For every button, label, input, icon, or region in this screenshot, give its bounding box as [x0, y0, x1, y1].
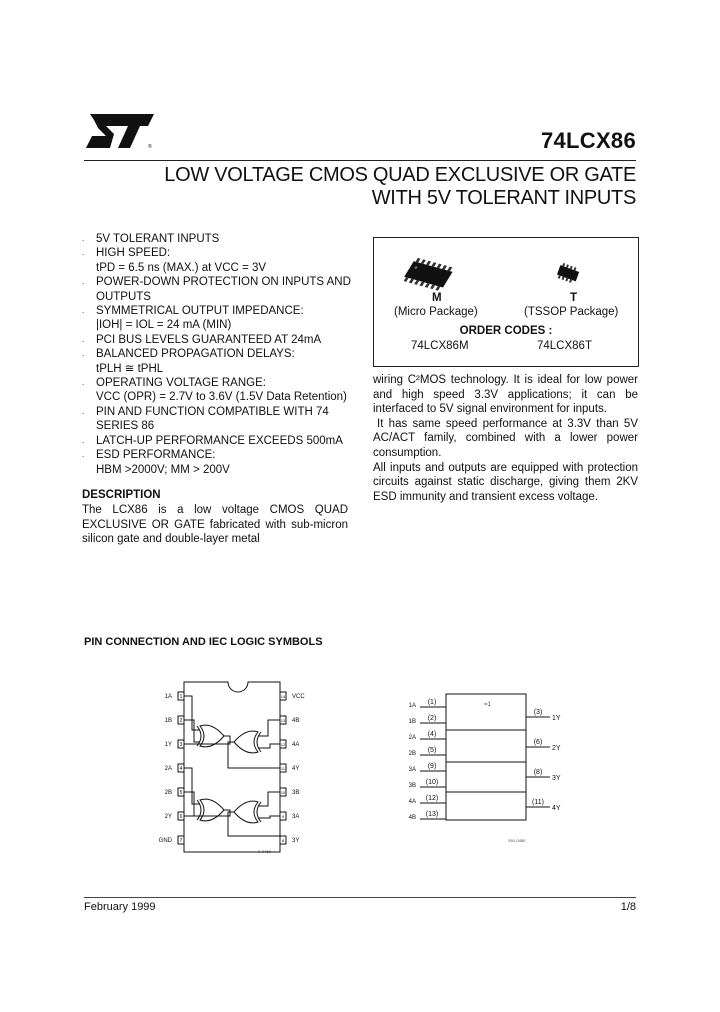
iec-gate-label: =1	[484, 702, 491, 708]
iec-output-number: (6)	[533, 739, 543, 746]
bullet-icon: .	[82, 248, 85, 258]
iec-input-number: (9)	[427, 763, 437, 770]
pin-connection-heading: PIN CONNECTION AND IEC LOGIC SYMBOLS	[84, 636, 323, 648]
feature-text: SYMMETRICAL OUTPUT IMPEDANCE:	[96, 305, 304, 318]
pin-label: 3Y	[292, 838, 300, 844]
feature-text: BALANCED PROPAGATION DELAYS:	[96, 348, 295, 361]
pin-number: 11	[280, 766, 286, 771]
feature-subtext: VCC (OPR) = 2.7V to 3.6V (1.5V Data Retention)	[96, 391, 347, 404]
pin-number: 2	[179, 718, 183, 724]
iec-input-number: (5)	[427, 747, 437, 754]
bullet-icon: .	[82, 450, 85, 460]
pin-number: 13	[280, 718, 286, 723]
pin-number: 5	[179, 790, 183, 796]
package-box	[373, 237, 639, 367]
pin-label: 3B	[292, 790, 300, 796]
iec-input-label: 2B	[408, 751, 416, 757]
feature-text: ESD PERFORMANCE:	[96, 449, 216, 462]
order-code-tssop: 74LCX86T	[537, 340, 592, 352]
footer-rule	[84, 897, 636, 898]
pin-number: 7	[179, 838, 183, 844]
pin-label: 1Y	[164, 742, 172, 748]
svg-text:®: ®	[148, 144, 152, 150]
pin-label: 2A	[164, 766, 172, 772]
svg-text:S91-0450: S91-0450	[508, 838, 526, 843]
description-heading: DESCRIPTION	[82, 489, 161, 501]
iec-output-number: (11)	[532, 799, 544, 806]
iec-input-label: 1B	[408, 719, 416, 725]
feature-item	[82, 246, 362, 275]
feature-text: OPERATING VOLTAGE RANGE:	[96, 377, 266, 390]
feature-text: LATCH-UP PERFORMANCE EXCEEDS 500mA	[96, 434, 343, 447]
pin-label: 2Y	[164, 814, 172, 820]
iec-output-label: 1Y	[552, 715, 561, 722]
feature-item	[82, 376, 362, 405]
part-number: 74LCX86	[540, 128, 636, 153]
bullet-icon: .	[82, 234, 85, 243]
feature-item	[82, 232, 362, 246]
pin-number: 10	[280, 790, 286, 795]
pin-label: 1B	[164, 718, 172, 724]
feature-item	[82, 304, 362, 333]
feature-item	[82, 333, 362, 347]
iec-logic-symbol	[400, 690, 600, 850]
bullet-icon: .	[82, 277, 85, 287]
feature-text: POWER-DOWN PROTECTION ON INPUTS AND OUTPUTS	[96, 276, 351, 303]
micro-package-name: (Micro Package)	[394, 306, 478, 318]
iec-input-label: 1A	[408, 703, 416, 709]
st-logo	[84, 104, 158, 152]
feature-text: PIN AND FUNCTION COMPATIBLE WITH 74 SERIES 86	[96, 405, 329, 433]
description-text-right	[373, 373, 638, 504]
footer-date: February 1999	[84, 901, 156, 913]
micro-package-icon	[404, 248, 476, 292]
svg-text:S-0458: S-0458	[258, 849, 271, 854]
bullet-icon: .	[82, 349, 85, 359]
feature-subtext: tPD = 6.5 ns (MAX.) at VCC = 3V	[96, 261, 267, 274]
iec-output-label: 3Y	[552, 775, 561, 782]
iec-output-number: (3)	[533, 709, 543, 716]
feature-list	[82, 232, 362, 477]
iec-input-label: 3A	[408, 767, 416, 773]
iec-input-number: (12)	[425, 795, 439, 802]
feature-text: 5V TOLERANT INPUTS	[96, 233, 220, 245]
pin-number: 8	[281, 838, 285, 843]
feature-item	[82, 275, 362, 304]
feature-subtext: HBM >2000V; MM > 200V	[96, 463, 230, 476]
document-title-line-1: LOW VOLTAGE CMOS QUAD EXCLUSIVE OR GATE	[164, 164, 636, 186]
bullet-icon: .	[82, 306, 85, 316]
iec-input-label: 4A	[408, 799, 416, 805]
pin-label: 4Y	[292, 766, 300, 772]
feature-item	[82, 405, 362, 434]
bullet-icon: .	[82, 378, 85, 388]
pin-number: 9	[281, 814, 285, 819]
pin-number: 3	[179, 742, 183, 748]
tssop-package-letter: T	[570, 292, 578, 304]
pin-number: 6	[179, 814, 183, 820]
iec-input-number: (2)	[427, 715, 437, 722]
order-codes-title: ORDER CODES :	[459, 325, 553, 337]
feature-text: PCI BUS LEVELS GUARANTEED AT 24mA	[96, 333, 322, 346]
document-title-line-2: WITH 5V TOLERANT INPUTS	[371, 187, 636, 209]
pin-label: 3A	[292, 814, 300, 820]
bullet-icon: .	[82, 435, 85, 445]
pin-label: VCC	[292, 694, 305, 700]
tssop-package-name: (TSSOP Package)	[524, 306, 619, 318]
iec-input-number: (4)	[427, 731, 437, 738]
bullet-icon: .	[82, 406, 85, 416]
description-paragraph: It has same speed performance at 3.3V than 5V AC/ACT family, combined with a lower power consumption.	[373, 417, 638, 459]
description-paragraph: All inputs and outputs are equipped with protection circuits against static discharge, giving them 2KV ESD immunity and transient excess voltage.	[373, 461, 638, 503]
iec-input-number: (10)	[425, 779, 439, 786]
description-paragraph: wiring C²MOS technology. It is ideal for low power and high speed 3.3V applications; it can be interfaced to 5V signal environment for inputs.	[373, 374, 638, 416]
footer-page-number: 1/8	[620, 901, 636, 913]
feature-item	[82, 434, 362, 448]
pin-label: 4A	[292, 742, 300, 748]
bullet-icon: .	[82, 334, 85, 344]
feature-subtext: |IOH| = IOL = 24 mA (MIN)	[96, 319, 232, 332]
iec-output-number: (8)	[533, 769, 543, 776]
iec-input-number: (13)	[425, 811, 439, 818]
pin-number: 14	[280, 694, 286, 699]
iec-input-label: 3B	[408, 783, 416, 789]
iec-output-label: 4Y	[552, 805, 561, 812]
pin-label: GND	[158, 838, 172, 844]
tssop-package-icon	[554, 256, 590, 284]
iec-input-label: 4B	[408, 815, 416, 821]
iec-output-label: 2Y	[552, 745, 561, 752]
pin-label: 2B	[164, 790, 172, 796]
feature-subtext: tPLH ≅ tPHL	[96, 362, 164, 375]
feature-text: HIGH SPEED:	[96, 247, 171, 260]
pin-connection-diagram	[150, 676, 330, 856]
iec-input-number: (1)	[427, 699, 437, 706]
feature-item	[82, 347, 362, 376]
iec-input-label: 2A	[408, 735, 416, 741]
pin-number: 12	[280, 742, 286, 747]
pin-label: 1A	[164, 694, 172, 700]
pin-number: 4	[179, 766, 183, 772]
pin-number: 1	[179, 694, 183, 700]
pin-label: 4B	[292, 718, 300, 724]
description-text-left: The LCX86 is a low voltage CMOS QUAD EXCLUSIVE OR GATE fabricated with sub-micron silicon gate and double-layer metal	[82, 504, 348, 546]
feature-item	[82, 448, 362, 477]
order-code-micro: 74LCX86M	[411, 340, 469, 352]
header-rule	[84, 160, 636, 161]
micro-package-letter: M	[432, 292, 442, 304]
